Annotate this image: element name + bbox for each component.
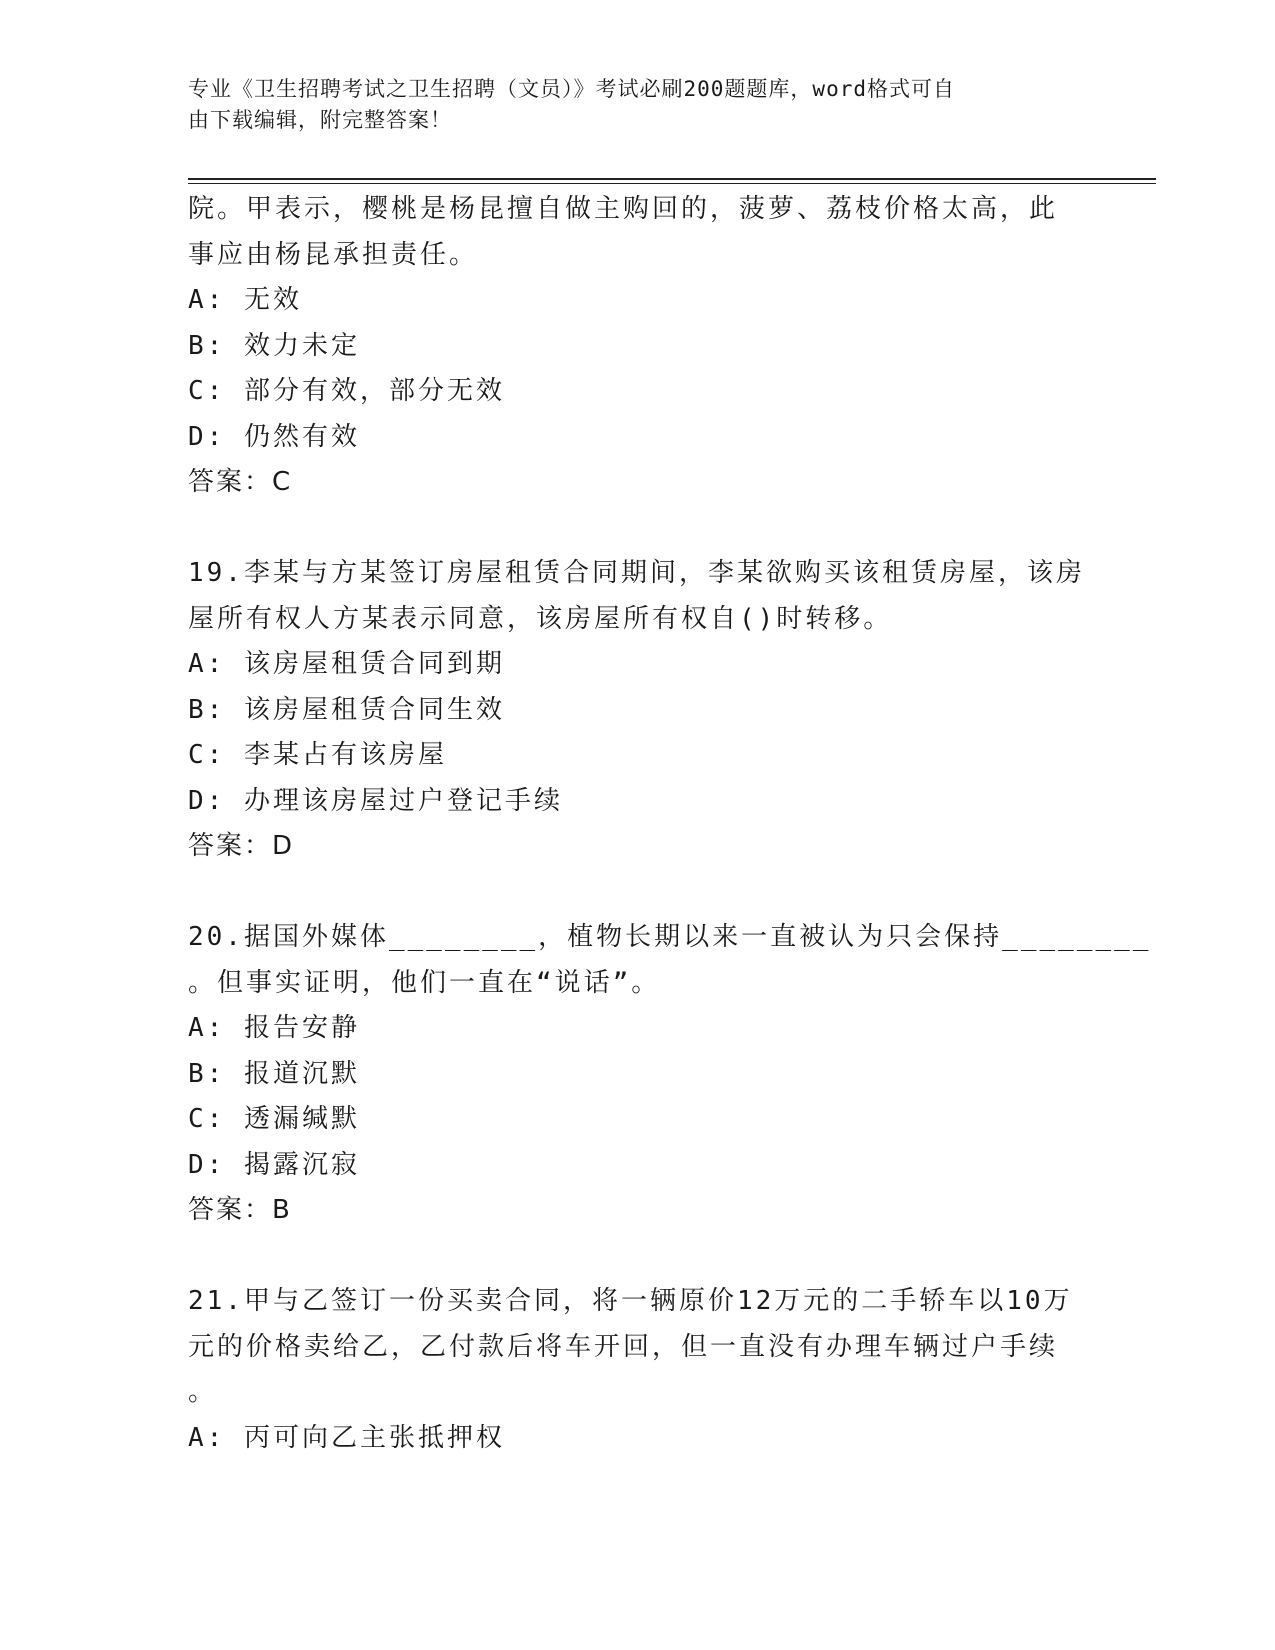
question-block — [188, 187, 1088, 506]
answer-line: 答案：D — [188, 831, 295, 861]
header-divider-thin — [188, 183, 1156, 184]
question-stem-line: 。但事实证明，他们一直在“说话”。 — [188, 967, 661, 998]
option-b: B: 效力未定 — [188, 330, 360, 361]
spacer — [188, 870, 1088, 916]
option-d: D: 揭露沉寂 — [188, 1149, 360, 1180]
answer-line: 答案：C — [188, 467, 293, 497]
answer-line: 答案：B — [188, 1195, 292, 1225]
spacer — [188, 1234, 1088, 1280]
question-content — [188, 187, 1152, 1461]
spacer — [188, 506, 1088, 552]
option-c: C: 透漏缄默 — [188, 1104, 360, 1134]
option-c: C: 李某占有该房屋 — [188, 740, 447, 770]
option-d: D: 办理该房屋过户登记手续 — [188, 785, 563, 816]
header-line-2: 由下载编辑，附完整答案！ — [188, 108, 452, 132]
page-header — [188, 74, 1068, 136]
option-b: B: 报道沉默 — [188, 1058, 360, 1089]
option-a: A: 报告安静 — [188, 1013, 360, 1043]
option-a: A: 该房屋租赁合同到期 — [188, 649, 505, 679]
option-a: A: 无效 — [188, 285, 302, 315]
question-stem-line: 事应由杨昆承担责任。 — [188, 239, 479, 270]
header-line-1: 专业《卫生招聘考试之卫生招聘（文员）》考试必刷200题题库，word格式可自 — [188, 77, 955, 101]
question-block — [188, 551, 1088, 870]
option-b: B: 该房屋租赁合同生效 — [188, 694, 505, 725]
question-block — [188, 1279, 1088, 1461]
question-stem-line: 20.据国外媒体________，植物长期以来一直被认为只会保持________ — [188, 922, 1152, 952]
option-a: A: 丙可向乙主张抵押权 — [188, 1422, 505, 1453]
question-block — [188, 915, 1152, 1234]
question-stem-line: 。 — [188, 1377, 218, 1407]
question-stem-line: 院。甲表示，樱桃是杨昆擅自做主购回的，菠萝、荔枝价格太高，此 — [188, 194, 1059, 224]
question-stem-line: 元的价格卖给乙，乙付款后将车开回，但一直没有办理车辆过户手续 — [188, 1331, 1059, 1362]
option-c: C: 部分有效，部分无效 — [188, 376, 505, 406]
question-stem-line: 21.甲与乙签订一份买卖合同，将一辆原价12万元的二手轿车以10万 — [188, 1286, 1073, 1316]
option-d: D: 仍然有效 — [188, 421, 360, 452]
header-divider-thick — [188, 178, 1156, 180]
question-stem-line: 19.李某与方某签订房屋租赁合同期间，李某欲购买该租赁房屋，该房 — [188, 558, 1085, 588]
question-stem-line: 屋所有权人方某表示同意，该房屋所有权自()时转移。 — [188, 603, 893, 634]
